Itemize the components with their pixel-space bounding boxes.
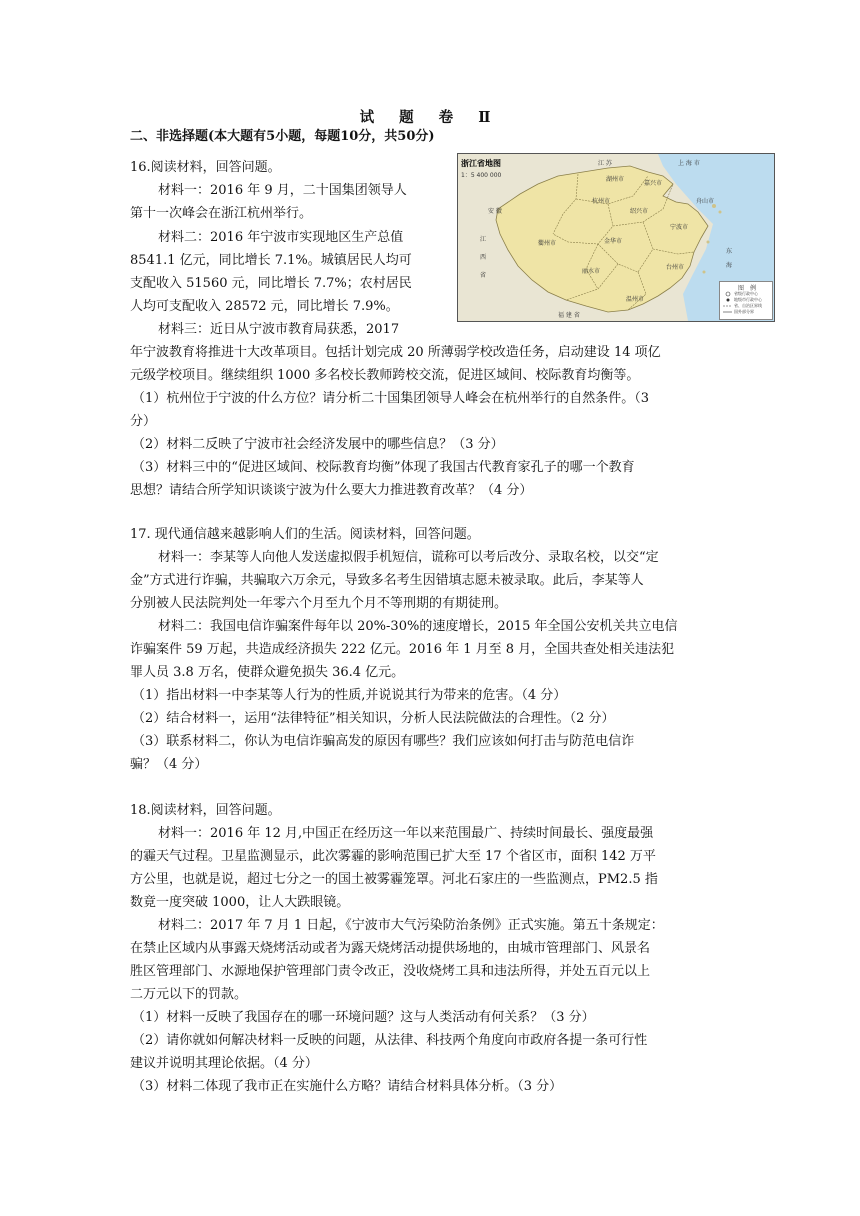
q17-material2-line1: 材料二：我国电信诈骗案件每年以 20%-30%的速度增长，2015 年全国公安机关共立电信	[158, 619, 678, 634]
q16-material2-line3: 支配收入 51560 元，同比增长 7.7%；农村居民	[130, 276, 412, 291]
map-label-jinhua: 金华市	[604, 238, 623, 245]
q17-stem: 17. 现代通信越来越影响人们的生活。阅读材料，回答问题。	[130, 527, 480, 542]
zhejiang-map	[457, 153, 775, 322]
map-label-east-1: 东	[726, 248, 733, 255]
legend-item-3: 省、自治区界线	[734, 303, 762, 308]
q18-material2-line2: 在禁止区域内从事露天烧烤活动或者为露天烧烤活动提供场地的，由城市管理部门、风景名	[130, 941, 651, 956]
q16-material3-line3: 元级学校项目。继续组织 1000 多名校长教师跨校交流，促进区域间、校际教育均衡等。	[130, 368, 640, 383]
map-label-hangzhou: 杭州市	[592, 198, 611, 205]
q17-subq3-line1: （3）联系材料二，你认为电信诈骗高发的原因有哪些？我们应该如何打击与防范电信诈	[132, 734, 635, 749]
map-label-shaoxing: 绍兴市	[630, 208, 649, 215]
q16-material1-line2: 第十一次峰会在浙江杭州举行。	[130, 206, 313, 221]
q16-subq3-line1: （3）材料三中的“促进区域间、校际教育均衡”体现了我国古代教育家孔子的哪一个教育	[132, 460, 635, 475]
q16-subq1-line2: 分）	[130, 414, 157, 429]
map-label-zhoushan: 舟山市	[696, 198, 715, 205]
q18-subq1: （1）材料一反映了我国存在的哪一环境问题？这与人类活动有何关系？（3 分）	[132, 1010, 595, 1025]
q16-material2-line4: 人均可支配收入 28572 元，同比增长 7.9%。	[130, 299, 399, 314]
q17-material1-line2: 金”方式进行诈骗，共骗取六万余元，导致多名考生因错填志愿未被录取。此后，李某等人	[130, 573, 644, 588]
paper-title: 试 题 卷 Ⅱ	[359, 109, 501, 126]
map-label-huzhou: 湖州市	[606, 176, 625, 183]
map-label-jiaxing: 嘉兴市	[644, 180, 663, 187]
q18-subq2-line2: 建议并说明其理论依据。（4 分）	[130, 1056, 318, 1071]
q17-subq3-line2: 骗？（4 分）	[130, 757, 208, 772]
map-label-jiangxi-3: 省	[480, 272, 487, 279]
q17-material1-line1: 材料一：李某等人向他人发送虚拟假手机短信，谎称可以考后改分、录取名校，以交“定	[158, 550, 659, 565]
q17-subq2: （2）结合材料一，运用“法律特征”相关知识，分析人民法院做法的合理性。（2 分）	[132, 711, 615, 726]
q18-subq2-line1: （2）请你就如何解决材料一反映的问题，从法律、科技两个角度向市政府各提一条可行性	[132, 1033, 648, 1048]
q16-material1-line1: 材料一：2016 年 9 月，二十国集团领导人	[158, 183, 407, 198]
map-label-quzhou: 衢州市	[538, 240, 557, 247]
q18-material2-line4: 二万元以下的罚款。	[130, 987, 248, 1002]
q17-subq1: （1）指出材料一中李某等人行为的性质,并说说其行为带来的危害。（4 分）	[132, 688, 567, 703]
map-label-anhui: 安 徽	[488, 208, 502, 215]
q18-material2-line3: 胜区管理部门、水源地保护管理部门责令改正，没收烧烤工具和违法所得，并处五百元以上	[130, 964, 651, 979]
map-label-jiangxi-2: 西	[480, 254, 487, 261]
map-legend	[719, 281, 773, 320]
legend-symbols	[720, 282, 772, 319]
q16-subq3-line2: 思想？请结合所学知识谈谈宁波为什么要大力推进教育改革？（4 分）	[130, 483, 533, 498]
map-label-jiangxi-1: 江	[480, 236, 487, 243]
section-heading: 二、非选择题(本大题有5小题，每题10分，共50分)	[130, 129, 435, 144]
map-label-fujian: 福 建 省	[558, 312, 580, 319]
q18-material1-line4: 数竟一度突破 1000，让人大跌眼镜。	[130, 895, 350, 910]
legend-item-2: 地级市行政中心	[734, 297, 762, 302]
map-scale: 1：5 400 000	[461, 172, 502, 179]
legend-title: 图 例	[738, 285, 757, 292]
q16-subq1-line1: （1）杭州位于宁波的什么方位？请分析二十国集团领导人峰会在杭州举行的自然条件。（3	[132, 391, 650, 406]
q18-material1-line2: 的霾天气过程。卫星监测显示，此次雾霾的影响范围已扩大至 17 个省区市，面积 142 万平	[130, 849, 656, 864]
q16-material3-line2: 年宁波教育将推进十大改革项目。包括计划完成 20 所薄弱学校改造任务，启动建设 14 项亿	[130, 345, 661, 360]
map-label-wenzhou: 温州市	[626, 296, 645, 303]
q16-stem: 16.阅读材料，回答问题。	[130, 160, 281, 175]
q18-material1-line3: 方公里，也就是说，超过七分之一的国土被雾霾笼罩。河北石家庄的一些监测点，PM2.5 指	[130, 872, 658, 887]
legend-item-4: 国外部分界	[734, 309, 754, 314]
legend-item-1: 省级行政中心	[734, 291, 758, 296]
q18-material2-line1: 材料二：2017 年 7 月 1 日起，《宁波市大气污染防治条例》正式实施。第五十条规定：	[158, 918, 664, 933]
q16-subq2: （2）材料二反映了宁波市社会经济发展中的哪些信息？（3 分）	[132, 437, 504, 452]
q17-material1-line3: 分别被人民法院判处一年零六个月至九个月不等刑期的有期徒刑。	[130, 596, 508, 611]
q18-stem: 18.阅读材料，回答问题。	[130, 803, 281, 818]
q18-subq3: （3）材料二体现了我市正在实施什么方略？请结合材料具体分析。（3 分）	[132, 1079, 563, 1094]
map-label-shanghai: 上 海 市	[678, 160, 700, 167]
q16-material3-line1: 材料三：近日从宁波市教育局获悉，2017	[158, 322, 400, 337]
q16-material2-line2: 8541.1 亿元，同比增长 7.1%。城镇居民人均可	[130, 253, 412, 268]
map-label-sea-2: 海	[726, 262, 733, 269]
map-label-taizhou: 台州市	[666, 264, 685, 271]
q17-material2-line3: 罪人员 3.8 万名，使群众避免损失 36.4 亿元。	[130, 665, 405, 680]
q16-material2-line1: 材料二：2016 年宁波市实现地区生产总值	[158, 230, 404, 245]
q18-material1-line1: 材料一：2016 年 12 月,中国正在经历这一年以来范围最广、持续时间最长、强度最强	[158, 826, 654, 841]
map-label-lishui: 丽水市	[582, 268, 601, 275]
map-label-jiangsu: 江 苏	[598, 160, 612, 167]
map-title: 浙江省地图	[461, 159, 501, 168]
map-label-ningbo: 宁波市	[670, 224, 689, 231]
q17-material2-line2: 诈骗案件 59 万起，共造成经济损失 222 亿元。2016 年 1 月至 8 月，全国共查处相关违法犯	[130, 642, 675, 657]
